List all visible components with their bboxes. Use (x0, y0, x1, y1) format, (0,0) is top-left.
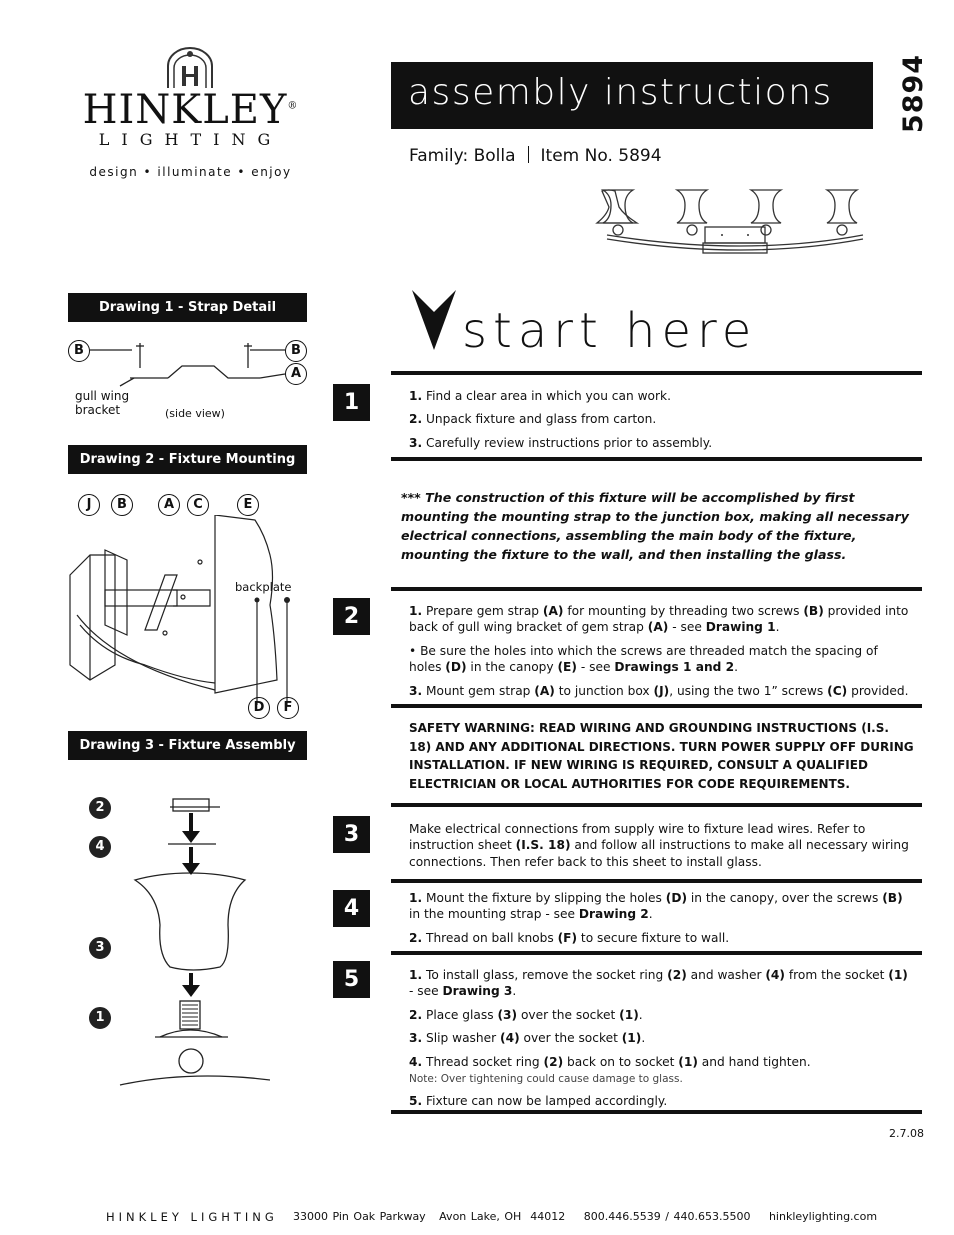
overtighten-note: Note: Over tightening could cause damage to glass. (409, 1073, 683, 1086)
start-here-arrow-icon (410, 290, 460, 352)
footer-phone: 800.446.5539 / 440.653.5500 (583, 1210, 751, 1223)
callout-d: D (248, 697, 270, 719)
step-2-number: 2 (333, 598, 370, 635)
divider (391, 879, 922, 883)
footer-brand: HINKLEY LIGHTING (106, 1210, 278, 1224)
drawing-1-title: Drawing 1 - Strap Detail (68, 293, 307, 322)
step-3-text: Make electrical connections from supply wire to fixture lead wires. Refer to instruction sheet (I.S. 18) and follow all instructions to make all necessary wiring connections. Then refer back to this sheet to install glass. (409, 822, 909, 869)
callout-4: 4 (89, 836, 111, 858)
page-title: assembly instructions (408, 72, 833, 113)
gull-wing-bracket-label: gull wing bracket (75, 389, 130, 417)
logo-tagline: design • illuminate • enjoy (89, 165, 292, 179)
callout-b-left: B (68, 340, 90, 362)
revision-date: 2.7.08 (889, 1127, 924, 1140)
callout-b: B (111, 494, 133, 516)
item-number-label: Item No. 5894 (540, 146, 662, 166)
family-label: Family: Bolla (409, 146, 516, 166)
callout-3: 3 (89, 937, 111, 959)
callout-a: A (158, 494, 180, 516)
family-item-line (409, 146, 662, 166)
fixture-mounting-drawing (65, 515, 305, 705)
divider (391, 587, 922, 591)
step-2-text: 1. Prepare gem strap (A) for mounting by threading two screws (B) provided into back of gull wing bracket of gem strap (A) - see Drawing 1. • Be sure the holes into which the screws are threaded match the spacing of holes (D) in the canopy (E) - see Drawings 1 and 2. 3. Mount gem strap (A) to junction box (J), using the two 1” screws (C) provided. (409, 604, 909, 698)
divider (391, 457, 922, 461)
footer-address: 33000 Pin Oak Parkway Avon Lake, OH 44012 (293, 1210, 566, 1223)
callout-e: E (237, 494, 259, 516)
divider (391, 704, 922, 708)
logo-subtitle: LIGHTING (98, 130, 283, 149)
fixture-illustration (595, 187, 885, 257)
callout-j: J (78, 494, 100, 516)
divider (391, 803, 922, 807)
step-5-number: 5 (333, 961, 370, 998)
step-3-number: 3 (333, 816, 370, 853)
step-1-text: 1. Find a clear area in which you can work. 2. Unpack fixture and glass from carton. 3. Carefully review instructions prior to assembly. (409, 389, 713, 450)
divider (391, 1110, 922, 1114)
divider (391, 951, 922, 955)
backplate-label: backplate (235, 580, 292, 594)
callout-1: 1 (89, 1007, 111, 1029)
callout-a: A (285, 363, 307, 385)
step-5-text: 1. To install glass, remove the socket ring (2) and washer (4) from the socket (1) - see Drawing 3. 2. Place glass (3) over the socket (1). 3. Slip washer (4) over the socket (1). 4. Thread socket ring (2) back on to socket (1) and hand tighten. Note: Over tightening could cause damage to glass. 5. Fixture can now be lamped accordingly. (409, 968, 908, 1108)
step-4-number: 4 (333, 890, 370, 927)
construction-note: *** The construction of this fixture will be accomplished by first mounting the mounting strap to the junction box, making all necessary electrical connections, assembling the main body of the fixture, mounting the fixture to the wall, and then installing the glass. (401, 490, 909, 562)
step-1-number: 1 (333, 384, 370, 421)
callout-b-right: B (285, 340, 307, 362)
callout-f: F (277, 697, 299, 719)
logo-brand: HINKLEY® (82, 87, 299, 133)
model-number-vertical: 5894 (898, 53, 930, 134)
footer-contact (293, 1210, 891, 1223)
fixture-assembly-drawing (110, 795, 270, 1090)
divider (391, 371, 922, 375)
callout-2: 2 (89, 797, 111, 819)
callout-c: C (187, 494, 209, 516)
strap-detail-drawing (90, 340, 290, 390)
footer-website[interactable]: hinkleylighting.com (768, 1210, 878, 1223)
drawing-3-title: Drawing 3 - Fixture Assembly (68, 731, 307, 760)
drawing-2-title: Drawing 2 - Fixture Mounting (68, 445, 307, 474)
side-view-label: (side view) (165, 407, 225, 420)
start-here-heading: start here (462, 303, 758, 359)
title-bar (391, 62, 873, 129)
logo-emblem-icon (160, 44, 220, 90)
step-4-text: 1. Mount the fixture by slipping the holes (D) in the canopy, over the screws (B) in the mounting strap - see Drawing 2. 2. Thread on ball knobs (F) to secure fixture to wall. (409, 891, 903, 945)
safety-warning: SAFETY WARNING: READ WIRING AND GROUNDING INSTRUCTIONS (I.S. 18) AND ANY ADDITIONAL DIRECTIONS. TURN POWER SUPPLY OFF DURING INSTALLATION. IF NEW WIRING IS REQUIRED, CONSULT A QUALIFIED ELECTRICIAN OR LOCAL AUTHORITIES FOR CODE REQUIREMENTS. (409, 721, 914, 791)
